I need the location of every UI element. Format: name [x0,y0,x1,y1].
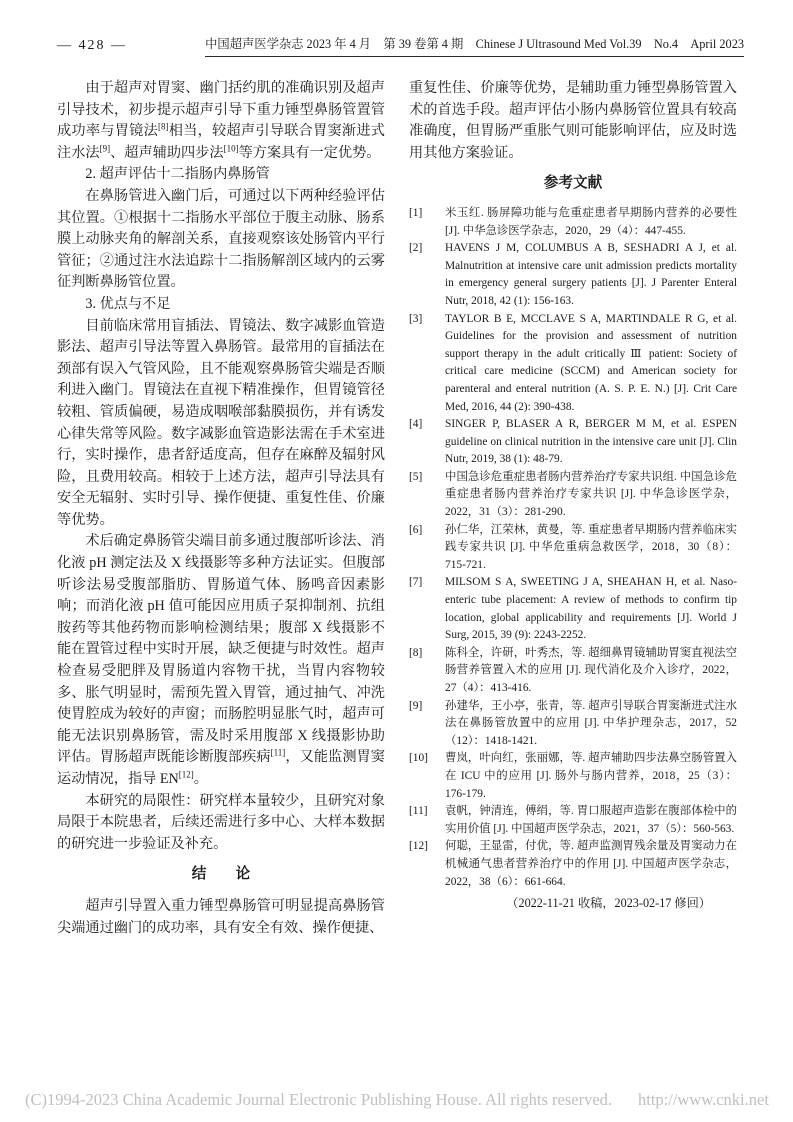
reference-item [409,698,737,751]
reference-text: 中国急诊危重症患者肠内营养治疗专家共识组. 中国急诊危重症患者肠内营养治疗专家共识 [J]. 中华急诊医学杂，2022，31（3）：281-290. [445,470,737,519]
reference-text: HAVENS J M, COLUMBUS A B, SESHADRI A J, et al. Malnutrition at intensive care unit admission predicts mortality in emergency general surgery patients [J]. J Parenter Enteral Nutr, 2018, 42 (1): 156-163. [445,242,737,307]
received-revised-line: （2022-11-21 收稿，2023-02-17 修回） [506,896,711,911]
reference-number: [4] [409,418,423,431]
paragraph: 由于超声对胃窦、幽门括约肌的准确识别及超声引导技术，初步提示超声引导下重力锤型鼻肠管置管成功率与胃镜法[8]相当，较超声引导联合胃窦渐进式注水法[9]、超声辅助四步法[10]等方案具有一定优势。 [57,80,385,161]
reference-item [409,838,737,891]
reference-text: 米玉红. 肠屏障功能与危重症患者早期肠内营养的必要性 [J]. 中华急诊医学杂志，2020，29（4）：447-455. [445,206,737,237]
paragraph: 在鼻肠管进入幽门后，可通过以下两种经验评估其位置。①根据十二指肠水平部位于腹主动脉、肠系膜上动脉夹角的解剖关系，直接观察该处肠管内平行管征；②通过注水法追踪十二指肠解剖区域内的云雾征判断鼻肠管位置。 [57,187,385,291]
reference-item [409,750,737,803]
reference-item [409,645,737,698]
reference-text: 何聪，王显雷，付优，等. 超声监测胃残余量及胃窦动力在机械通气患者营养治疗中的作用 [J]. 中国超声医学杂志，2022，38（6）：661-664. [445,840,737,888]
conclusion-heading: 结 论 [191,866,251,883]
references-list [409,205,737,891]
reference-item [409,240,737,310]
reference-number: [9] [409,699,423,712]
paragraph: 目前临床常用盲插法、胃镜法、数字减影血管造影法、超声引导法等置入鼻肠管。最常用的盲插法在颈部有误入气管风险，且不能观察鼻肠管尖端是否顺利进入幽门。胃镜法在直视下精准操作，但胃镜管径较粗、管质偏硬，易造成咽喉部黏膜损伤，并有诱发心律失常等风险。数字减影血管造影法需在手术室进行，实时操作，患者舒适度高，但存在麻醉及辐射风险，且费用较高。相较于上述方法，超声引导法具有安全无辐射、实时引导、操作便捷、重复性佳、价廉等优势。 [57,317,385,528]
reference-text: 孙仁华，江荣林，黄曼，等. 重症患者早期肠内营养临床实践专家共识 [J]. 中华危重病急救医学，2018，30（8）：715-721. [445,523,737,571]
reference-text: TAYLOR B E, MCCLAVE S A, MARTINDALE R G, et al. Guidelines for the provision and assessment of nutrition support therapy in the adult critically Ⅲ patient: Society of critical care medicine (SCCM) and American society for parenteral and enteral nutrition (A. S. P. E. N.) [J]. Crit Care Med, 2016, 44 (2): 390-438. [445,312,737,413]
section-heading-2: 2. 超声评估十二指肠内鼻肠管 [85,166,270,183]
reference-number: [7] [409,576,423,589]
section-heading-3: 3. 优点与不足 [85,295,171,312]
reference-item [409,803,737,838]
reference-number: [11] [409,805,428,818]
reference-number: [10] [409,752,428,765]
article-body [57,78,737,939]
reference-number: [2] [409,242,423,255]
reference-item [409,205,737,240]
reference-number: [1] [409,206,423,219]
page-footer [25,1090,773,1110]
reference-item [409,416,737,469]
reference-item [409,469,737,522]
paragraph: 本研究的局限性：研究样本量较少，且研究对象局限于本院患者，后续还需进行多中心、大样本数据的研究进一步验证及补充。 [57,792,385,852]
reference-text: SINGER P, BLASER A R, BERGER M M, et al. ESPEN guideline on clinical nutrition in the intensive care unit [J]. Clin Nutr, 2019, 38 (1): 48-79. [445,418,737,466]
page-number: — 428 — [57,38,127,53]
paragraph: 重复性佳、价廉等优势，是辅助重力锤型鼻肠管置入术的首选手段。超声评估小肠内鼻肠管位置具有较高准确度，但胃肠严重胀气则可能影响评估，应及时选用其他方案验证。 [409,80,737,161]
reference-number: [12] [409,840,428,853]
page-header [57,34,744,57]
copyright-text: (C)1994-2023 China Academic Journal Electronic Publishing House. All rights reserved. [25,1090,613,1109]
reference-item [409,522,737,575]
reference-number: [6] [409,523,423,536]
cnki-url: http://www.cnki.net [638,1090,769,1109]
paragraph: 超声引导置入重力锤型鼻肠管可明显提高鼻肠管尖端通过幽门的成功率，具有安全有效、操作便捷、 [57,897,385,936]
reference-number: [3] [409,312,423,325]
left-column [57,78,385,939]
reference-text: MILSOM S A, SWEETING J A, SHEAHAN H, et al. Naso-enteric tube placement: A review of methods to confirm tip location, global applicability and requirements [J]. World J Surg, 2015, 39 (9): 2243-2252. [445,576,737,642]
reference-item [409,311,737,417]
reference-item [409,574,737,644]
reference-number: [8] [409,646,423,659]
reference-number: [5] [409,470,423,483]
journal-header-line: 中国超声医学杂志 2023 年 4 月 第 39 卷第 4 期 Chinese J Ultrasound Med Vol.39 No.4 April 2023 [205,34,744,57]
references-heading: 参考文献 [543,175,603,192]
reference-text: 曹岚，叶向红，张丽娜，等. 超声辅助四步法鼻空肠管置入在 ICU 中的应用 [J]. 肠外与肠内营养，2018，25（3）：176-179. [445,752,737,800]
paragraph: 术后确定鼻肠管尖端目前多通过腹部听诊法、消化液 pH 测定法及 X 线摄影等多种方法证实。但腹部听诊法易受腹部脂肪、胃肠道气体、肠鸣音因素影响；而消化液 pH 值可能因应用质子泵抑制剂、抗组胺药等其他药物而影响检测结果；腹部 X 线摄影不能在置管过程中实时开展，缺乏便捷与时效性。超声检查易受肥胖及胃肠道内容物干扰，当胃内容物较多、胀气明显时，需预先置入胃管，通过抽气、冲洗使胃腔成为较好的声窗；而肠腔明显胀气时，超声可能无法识别鼻肠管，需及时采用腹部 X 线摄影协助评估。胃肠超声既能诊断腹部疾病[11]，又能监测胃窦运动情况，指导 EN[12]。 [57,533,385,787]
reference-text: 孙建华，王小亭，张青，等. 超声引导联合胃窦渐进式注水法在鼻肠管放置中的应用 [J]. 中华护理杂志，2017，52（12）：1418-1421. [445,699,737,747]
reference-text: 袁帆，钟清连，傅绢，等. 胃口服超声造影在腹部体检中的实用价值 [J]. 中国超声医学杂志，2021，37（5）：560-563. [445,805,737,835]
right-column [409,78,737,939]
reference-text: 陈科全，许研，叶秀杰，等. 超细鼻胃镜辅助胃窦直视法空肠营养管置入术的应用 [J]. 现代消化及介入诊疗，2022，27（4）：413-416. [445,646,737,694]
